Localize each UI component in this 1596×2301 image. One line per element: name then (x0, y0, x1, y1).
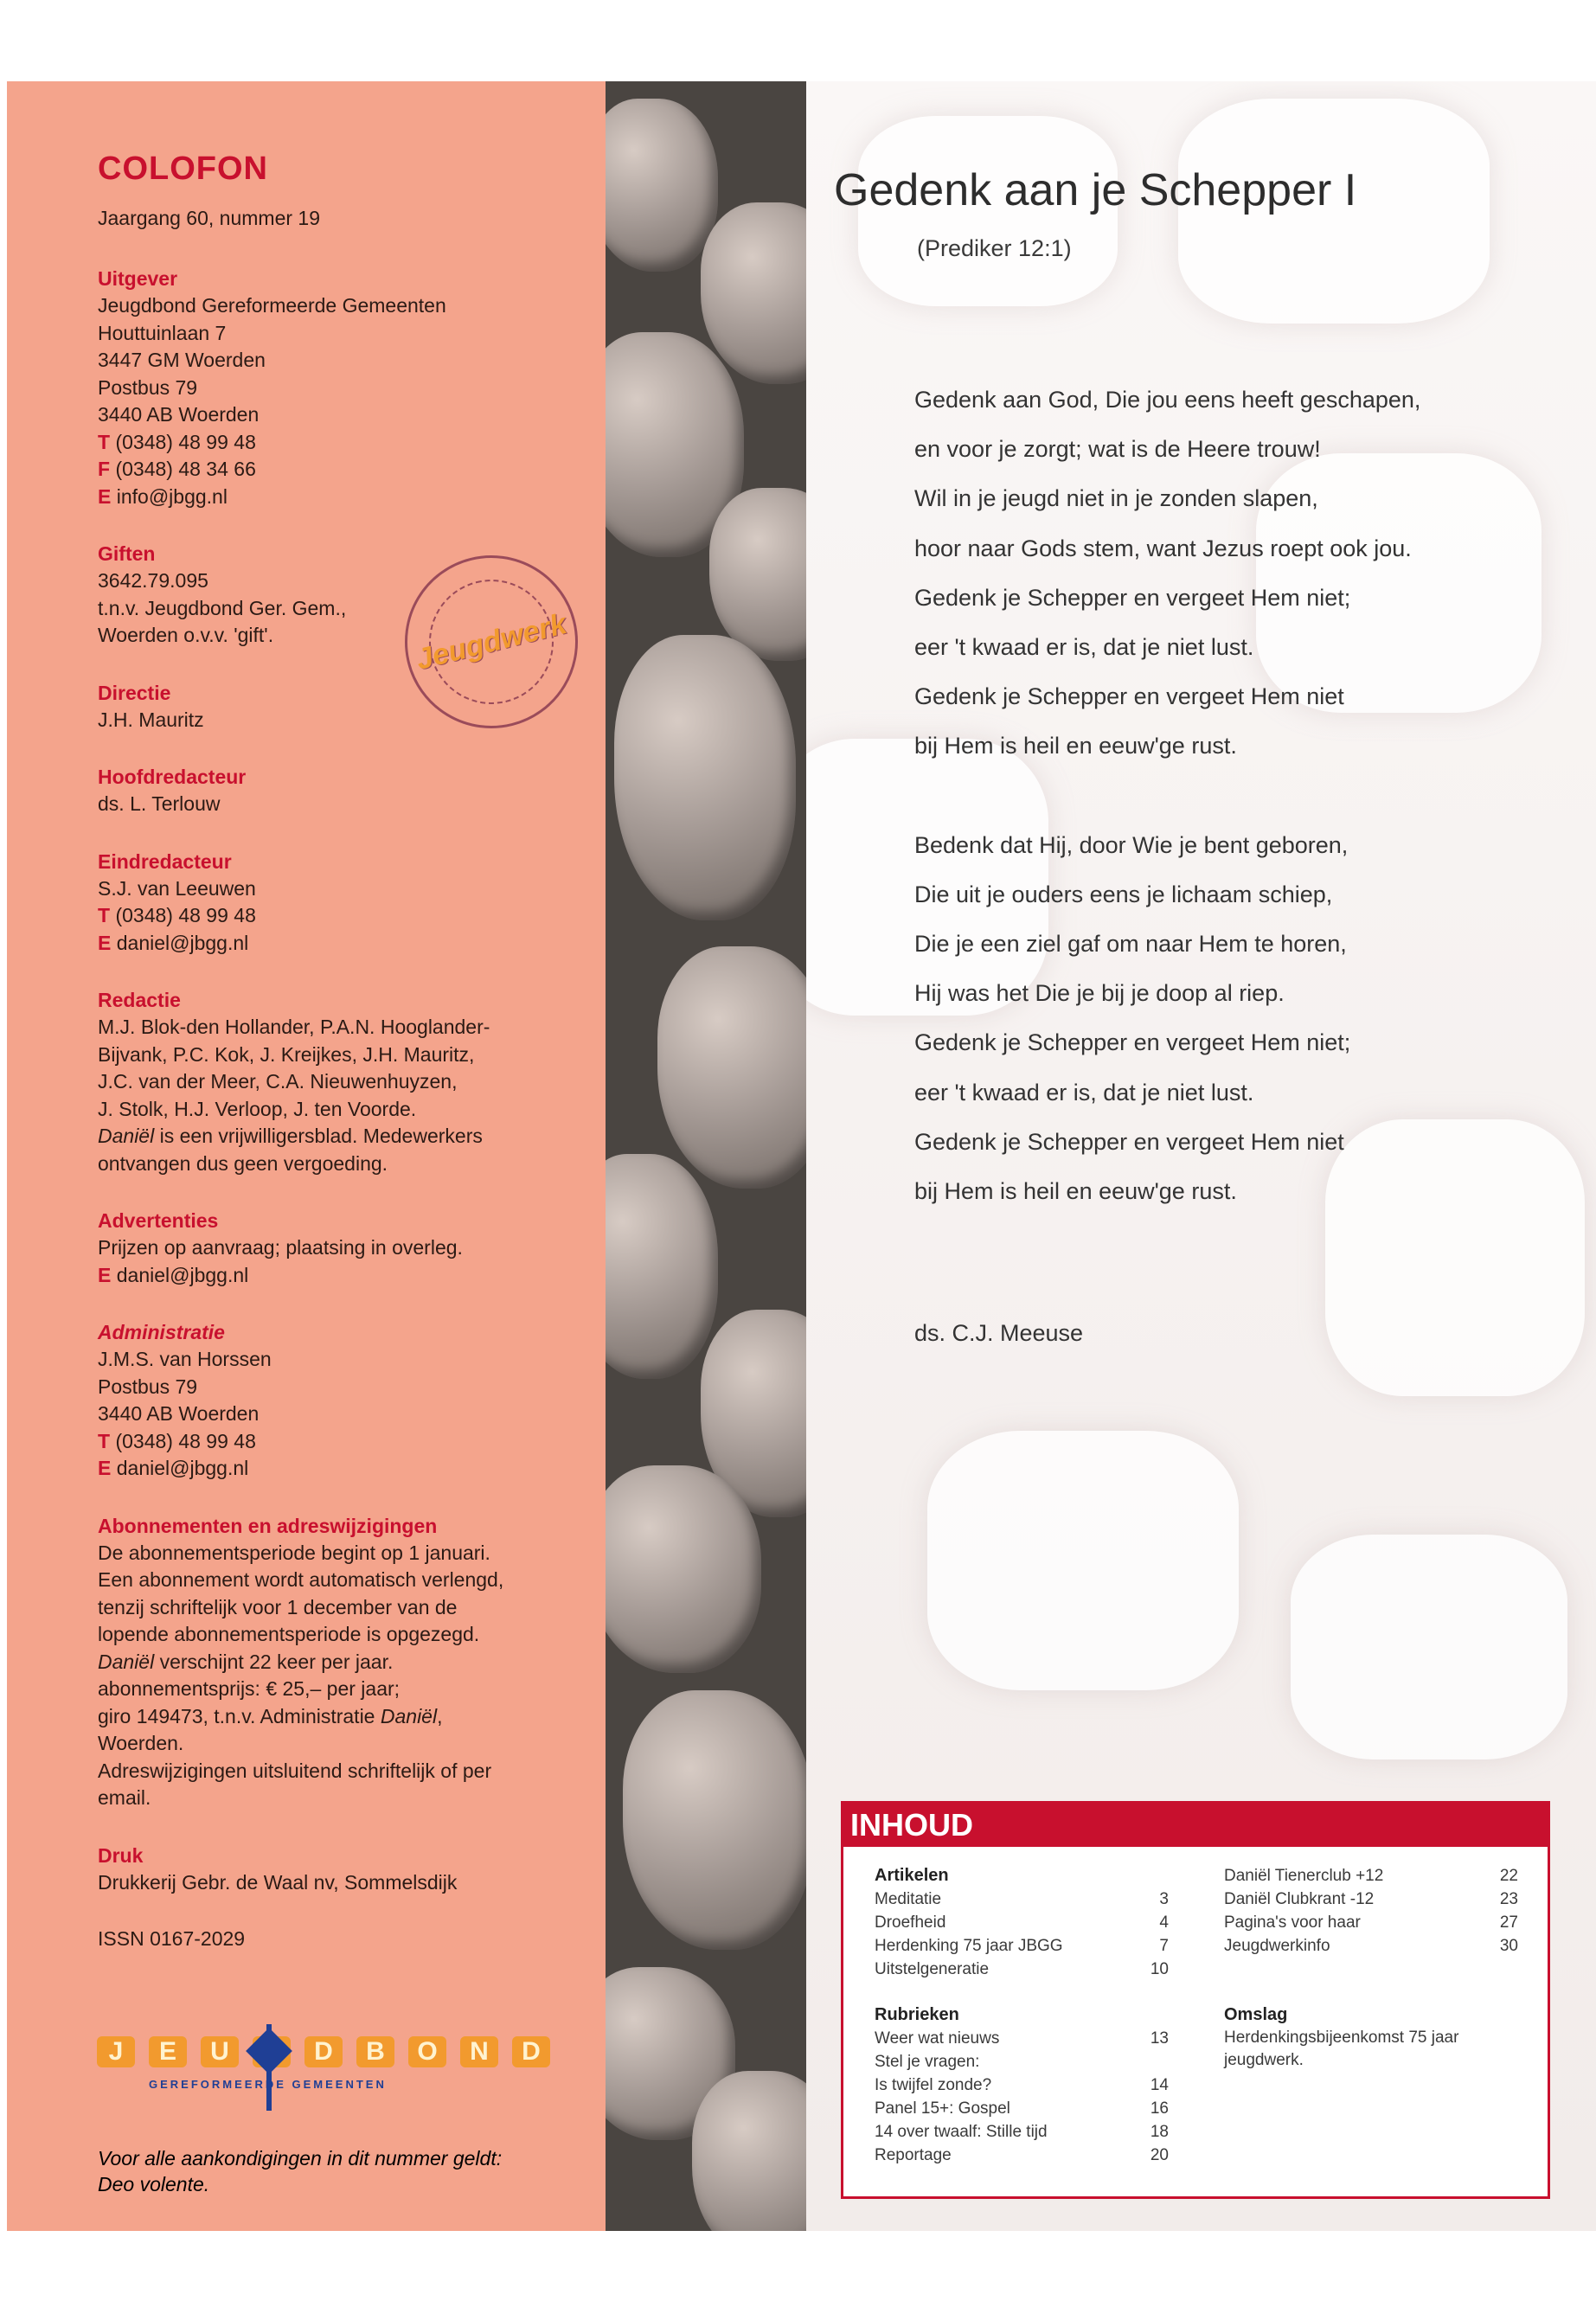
stamp-word: Jeugdwerk (413, 606, 570, 676)
abonnementen-price: abonnementsprijs: € 25,– per jaar; (98, 1677, 401, 1700)
giften-line: Woerden o.v.v. 'gift'. (98, 624, 274, 646)
stone-image (657, 946, 806, 1189)
poem-line: Bedenk dat Hij, door Wie je bent geboren, (914, 831, 1349, 858)
colofon-subtitle: Jaargang 60, nummer 19 (98, 207, 320, 229)
toc-entry-title: Droefheid (875, 1913, 946, 1932)
eindredacteur-heading: Eindredacteur (98, 849, 232, 873)
eindredacteur-email (98, 930, 571, 958)
stamp-inner (413, 567, 570, 718)
toc-entry-page: 14 (1150, 2076, 1169, 2094)
abonnementen-frequency (98, 1649, 571, 1676)
table-of-contents (841, 1801, 1550, 2199)
email-key: E (98, 1457, 112, 1479)
poem-line: en voor je zorgt; wat is de Heere trouw! (914, 436, 1321, 463)
colofon-title: COLOFON (98, 151, 268, 187)
frequency-text: verschijnt 22 keer per jaar. (154, 1650, 394, 1673)
toc-entry-title: Daniël Clubkrant -12 (1224, 1890, 1375, 1908)
abonnementen-heading: Abonnementen en adreswijzigingen (98, 1514, 438, 1537)
poem-line: Die uit je ouders eens je lichaam schiep, (914, 881, 1333, 907)
toc-entry-title: Uitstelgeneratie (875, 1960, 990, 1978)
omslag-line: Herdenkingsbijeenkomst 75 jaar (1224, 2029, 1459, 2047)
toc-entry-page: 22 (1499, 1867, 1518, 1885)
logo-letter: U (201, 2036, 239, 2067)
redactie-line: J.C. van der Meer, C.A. Nieuwenhuyzen, (98, 1070, 458, 1093)
redactie-line: J. Stolk, H.J. Verloop, J. ten Voorde. (98, 1097, 417, 1120)
redactie-note-text: is een vrijwilligersblad. Medewerkers (154, 1125, 483, 1147)
giften-heading: Giften (98, 542, 156, 565)
redactie-note (98, 1123, 571, 1150)
toc-entry-page: 27 (1499, 1913, 1518, 1932)
hoofdredacteur-heading: Hoofdredacteur (98, 766, 247, 788)
toc-left-column (875, 1864, 1169, 2167)
toc-entry-title: Weer wat nieuws (875, 2029, 1000, 2048)
logo-letters (97, 2036, 550, 2067)
abonnementen-section (98, 1512, 571, 1812)
toc-entry[interactable] (875, 2050, 1169, 2073)
poem-line: Gedenk je Schepper en vergeet Hem niet; (914, 584, 1351, 611)
logo-letter: D (304, 2036, 343, 2067)
logo-letter: N (460, 2036, 498, 2067)
stanza-gap (914, 772, 1420, 821)
toc-entry-page: 3 (1159, 1890, 1169, 1908)
logo-letter: E (149, 2036, 187, 2067)
background-stone (1291, 1535, 1567, 1759)
poem-line: bij Hem is heil en eeuw'ge rust. (914, 1178, 1237, 1205)
stone-image (606, 1154, 718, 1379)
toc-entry-title: Is twijfel zonde? (875, 2076, 992, 2094)
poem-line: Gedenk je Schepper en vergeet Hem niet; (914, 1029, 1351, 1056)
administratie-section (98, 1318, 571, 1483)
bible-reference: (Prediker 12:1) (917, 235, 1072, 261)
administratie-line: Postbus 79 (98, 1375, 198, 1398)
toc-right-column (1224, 1864, 1518, 2072)
abonnementen-line: lopende abonnementsperiode is opgezegd. (98, 1623, 480, 1645)
toc-entry-title: Pagina's voor haar (1224, 1913, 1361, 1932)
toc-entry-page: 30 (1499, 1937, 1518, 1955)
poem-author: ds. C.J. Meeuse (914, 1320, 1084, 1346)
administratie-line: J.M.S. van Horssen (98, 1348, 272, 1370)
poem-line: Hij was het Die je bij je doop al riep. (914, 980, 1285, 1007)
stone-image (709, 488, 806, 661)
issn: ISSN 0167-2029 (98, 1927, 246, 1950)
advertenties-section (98, 1207, 571, 1289)
toc-entry-page: 13 (1150, 2029, 1169, 2048)
toc-entry-title: Jeugdwerkinfo (1224, 1937, 1330, 1955)
uitgever-line: 3447 GM Woerden (98, 349, 266, 371)
daniel-italic: Daniël (98, 1650, 155, 1673)
uitgever-line: Houttuinlaan 7 (98, 321, 227, 344)
toc-entry-page: 18 (1150, 2123, 1169, 2141)
deo-volente-note (98, 2145, 502, 2197)
toc-title: INHOUD (843, 1804, 1548, 1847)
administratie-phone (98, 1428, 571, 1456)
toc-entry[interactable] (1224, 1911, 1518, 1934)
toc-entry-page: 10 (1150, 1960, 1169, 1978)
abonnementen-line: Adreswijzigingen uitsluitend schriftelijk of per (98, 1759, 492, 1782)
toc-entry[interactable] (1224, 1888, 1518, 1911)
poem-line: hoor naar Gods stem, want Jezus roept ook jou. (914, 535, 1412, 561)
uitgever-line: Jeugdbond Gereformeerde Gemeenten (98, 294, 446, 317)
email-address: info@jbgg.nl (116, 484, 228, 508)
daniel-italic: Daniël (98, 1125, 155, 1147)
toc-category: Rubrieken (875, 2005, 959, 2024)
hoofdredacteur-section (98, 763, 571, 818)
toc-entry-page: 16 (1150, 2099, 1169, 2118)
logo-letter: O (408, 2036, 446, 2067)
druk-heading: Druk (98, 1843, 144, 1867)
abonnementen-giro (98, 1703, 571, 1731)
abonnementen-line: De abonnementsperiode begint op 1 januari. (98, 1541, 490, 1564)
toc-category: Artikelen (875, 1866, 949, 1885)
stone-image (606, 99, 718, 272)
logo-tagline: GEREFORMEERDE GEMEENTEN (149, 2078, 387, 2091)
toc-entry-title: Reportage (875, 2146, 952, 2164)
colofon-panel (7, 81, 606, 2231)
redactie-heading: Redactie (98, 989, 181, 1011)
fax-number: (0348) 48 34 66 (115, 458, 256, 480)
toc-entry[interactable] (875, 2027, 1169, 2050)
poem-line: Gedenk aan God, Die jou eens heeft geschapen, (914, 387, 1421, 413)
email-address: daniel@jbgg.nl (116, 1457, 249, 1479)
redactie-section (98, 986, 571, 1177)
phone-number: (0348) 48 99 48 (115, 904, 256, 926)
poem-line: Wil in je jeugd niet in je zonden slapen, (914, 485, 1318, 512)
giften-line: 3642.79.095 (98, 569, 208, 592)
toc-spacer (875, 1981, 1169, 2003)
toc-entry[interactable] (875, 2073, 1169, 2097)
redactie-line: Bijvank, P.C. Kok, J. Kreijkes, J.H. Mauritz, (98, 1042, 475, 1066)
redactie-note-line2: ontvangen dus geen vergoeding. (98, 1151, 388, 1175)
toc-entry[interactable] (875, 2097, 1169, 2120)
advertenties-email (98, 1262, 571, 1290)
directie-name: J.H. Mauritz (98, 708, 204, 731)
phone-key: T (98, 1429, 111, 1452)
abonnementen-line: Woerden. (98, 1732, 184, 1754)
abonnementen-line: Een abonnement wordt automatisch verlengd, (98, 1568, 504, 1591)
giro-comma: , (437, 1704, 443, 1727)
administratie-line: 3440 AB Woerden (98, 1402, 260, 1425)
logo-letter: J (97, 2036, 135, 2067)
redactie-line: M.J. Blok-den Hollander, P.A.N. Hooglander- (98, 1016, 490, 1038)
eindredacteur-name: S.J. van Leeuwen (98, 876, 256, 900)
uitgever-heading: Uitgever (98, 267, 178, 290)
toc-entry-page: 7 (1159, 1937, 1169, 1955)
uitgever-phone (98, 429, 571, 457)
toc-entry-page: 20 (1150, 2146, 1169, 2164)
advertenties-line: Prijzen op aanvraag; plaatsing in overleg. (98, 1236, 463, 1259)
poem-line: bij Hem is heil en eeuw'ge rust. (914, 733, 1237, 760)
uitgever-email (98, 484, 571, 511)
directie-heading: Directie (98, 681, 171, 704)
email-key: E (98, 1263, 112, 1286)
toc-entry[interactable] (875, 2120, 1169, 2144)
phone-number: (0348) 48 99 48 (115, 430, 256, 453)
toc-entry-page: 23 (1499, 1890, 1518, 1908)
poem-line: Gedenk je Schepper en vergeet Hem niet (914, 683, 1344, 710)
giften-line: t.n.v. Jeugdbond Ger. Gem., (98, 596, 347, 619)
toc-entry[interactable] (875, 1888, 1169, 1911)
uitgever-section (98, 265, 571, 510)
closing-line: Voor alle aankondigingen in dit nummer geldt: (98, 2147, 503, 2170)
uitgever-fax (98, 456, 571, 484)
daniel-italic: Daniël (380, 1704, 438, 1727)
omslag-line: jeugdwerk. (1224, 2051, 1304, 2069)
closing-line: Deo volente. (98, 2173, 210, 2195)
phone-number: (0348) 48 99 48 (115, 1429, 256, 1452)
logo-letter: B (356, 2036, 394, 2067)
advertenties-heading: Advertenties (98, 1209, 219, 1232)
fax-key: F (98, 458, 111, 480)
poem (914, 375, 1420, 1216)
giro-text: giro 149473, t.n.v. Administratie (98, 1704, 381, 1727)
toc-category: Omslag (1224, 2005, 1288, 2024)
toc-entry-title: Meditatie (875, 1890, 942, 1908)
toc-spacer (1224, 1958, 1518, 2003)
email-address: daniel@jbgg.nl (116, 931, 249, 954)
toc-entry-page: 4 (1159, 1913, 1169, 1932)
hoofdredacteur-name: ds. L. Terlouw (98, 792, 221, 815)
toc-entry-title: Stel je vragen: (875, 2053, 980, 2071)
phone-key: T (98, 430, 111, 453)
issn-section (98, 1926, 571, 1953)
stone-photo-strip (606, 81, 806, 2231)
stone-image (692, 2071, 806, 2231)
phone-key: T (98, 904, 111, 926)
stone-image (623, 1690, 806, 1950)
toc-entry-title: Herdenking 75 jaar JBGG (875, 1937, 1063, 1955)
eindredacteur-section (98, 848, 571, 958)
article-title: Gedenk aan je Schepper I (834, 165, 1357, 215)
toc-entry[interactable] (875, 2144, 1169, 2167)
background-stone (927, 1431, 1239, 1690)
jeugdbond-logo (97, 2024, 541, 2119)
uitgever-line: Postbus 79 (98, 375, 198, 399)
toc-entry-title: Daniël Tienerclub +12 (1224, 1867, 1384, 1885)
abonnementen-line: email. (98, 1786, 151, 1809)
email-key: E (98, 931, 112, 954)
stone-image (614, 635, 796, 920)
uitgever-line: 3440 AB Woerden (98, 403, 260, 426)
eindredacteur-phone (98, 902, 571, 930)
toc-entry[interactable] (875, 1911, 1169, 1934)
administratie-heading: Administratie (98, 1321, 225, 1343)
logo-letter: D (512, 2036, 550, 2067)
email-address: daniel@jbgg.nl (116, 1263, 249, 1286)
toc-entry-title: Panel 15+: Gospel (875, 2099, 1010, 2118)
poem-line: eer 't kwaad er is, dat je niet lust. (914, 1079, 1254, 1106)
toc-entry[interactable] (875, 1934, 1169, 1958)
email-key: E (98, 484, 112, 508)
stone-image (606, 1465, 761, 1673)
poem-line: Die je een ziel gaf om naar Hem te horen, (914, 931, 1347, 958)
administratie-email (98, 1455, 571, 1483)
poem-line: Gedenk je Schepper en vergeet Hem niet (914, 1128, 1344, 1155)
toc-entry-title: 14 over twaalf: Stille tijd (875, 2123, 1048, 2141)
druk-section (98, 1842, 571, 1897)
abonnementen-line: tenzij schriftelijk voor 1 december van de (98, 1595, 458, 1618)
toc-entry[interactable] (875, 1958, 1169, 1981)
toc-entry[interactable] (1224, 1934, 1518, 1958)
toc-entry[interactable] (1224, 1864, 1518, 1888)
druk-line: Drukkerij Gebr. de Waal nv, Sommelsdijk (98, 1870, 458, 1894)
poem-line: eer 't kwaad er is, dat je niet lust. (914, 634, 1254, 661)
